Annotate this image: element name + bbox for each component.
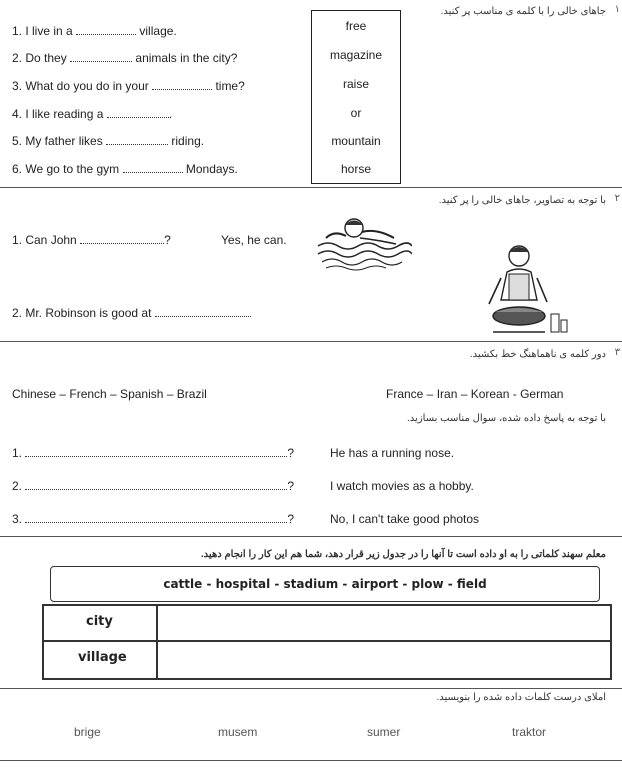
make-question-3: 3. ? <box>12 512 295 526</box>
answer-blank[interactable] <box>76 25 136 35</box>
answer-blank[interactable] <box>152 80 212 90</box>
section6-title: املای درست کلمات داده شده را بنویسید. <box>436 692 606 703</box>
section4-title: با توجه به پاسخ داده شده، سوال مناسب بسازید. <box>407 413 606 424</box>
table-cell-village[interactable] <box>160 644 608 676</box>
table-cell-city[interactable] <box>160 608 608 638</box>
section-divider <box>0 341 622 342</box>
misspelled-word-3: sumer <box>367 725 401 739</box>
section2-answer-1: Yes, he can. <box>221 233 287 247</box>
page-bottom-line <box>0 760 622 761</box>
answer-blank[interactable] <box>25 480 287 490</box>
word-bank-words: cattle - hospital - stadium - airport - plow - field <box>163 577 487 591</box>
given-answer-3: No, I can't take good photos <box>330 512 480 526</box>
section2-title: با توجه به تصاویر، جاهای خالی را پر کنید. <box>438 195 606 206</box>
section3-title: دور کلمه ی ناهماهنگ خط بکشید. <box>469 349 606 360</box>
table-row-label-city: city <box>86 614 113 629</box>
misspelled-word-2: musem <box>218 725 258 739</box>
section-divider <box>0 187 622 188</box>
section3-number: ٣ <box>614 347 620 358</box>
word-box <box>311 10 401 184</box>
question-1: 1. I live in a village. <box>12 24 177 38</box>
section1-number: ١ <box>614 4 620 15</box>
section5-title: معلم سهند کلماتی را به او داده است تا آنها را در جدول زیر قرار دهد، شما هم این کار را انجام دهید. <box>200 549 606 560</box>
question-3: 3. What do you do in your time? <box>12 79 245 93</box>
section1-title: جاهای خالی را با کلمه ی مناسب پر کنید. <box>440 6 606 17</box>
cooking-man-image <box>485 238 571 338</box>
answer-blank[interactable] <box>106 135 168 145</box>
word-box-item: horse <box>340 162 372 176</box>
word-group-right[interactable]: France – Iran – Korean - German <box>386 387 564 401</box>
swimming-boy-image <box>316 210 412 272</box>
answer-blank[interactable] <box>123 163 183 173</box>
word-bank-box <box>50 566 600 602</box>
table-column-divider <box>156 606 158 678</box>
section-divider <box>0 536 622 537</box>
answer-blank[interactable] <box>25 447 287 457</box>
table-row-divider <box>44 640 610 642</box>
answer-blank[interactable] <box>155 307 251 317</box>
answer-blank[interactable] <box>80 234 164 244</box>
word-box-item: raise <box>342 77 369 91</box>
word-box-item: magazine <box>329 48 383 62</box>
question-2: 2. Do they animals in the city? <box>12 51 238 65</box>
table-row-label-village: village <box>78 650 127 665</box>
misspelled-word-1: brige <box>74 725 101 739</box>
make-question-2: 2. ? <box>12 479 295 493</box>
answer-blank[interactable] <box>70 52 132 62</box>
question-4: 4. I like reading a . <box>12 107 173 121</box>
word-box-item: free <box>345 19 367 33</box>
given-answer-2: I watch movies as a hobby. <box>330 479 474 493</box>
section-divider <box>0 688 622 689</box>
misspelled-word-4: traktor <box>512 725 547 739</box>
make-question-1: 1. ? <box>12 446 295 460</box>
question-6: 6. We go to the gym Mondays. <box>12 162 238 176</box>
section2-question-2: 2. Mr. Robinson is good at <box>12 306 251 320</box>
question-5: 5. My father likes riding. <box>12 134 205 148</box>
given-answer-1: He has a running nose. <box>330 446 455 460</box>
word-box-item: mountain <box>331 134 381 148</box>
answer-blank[interactable] <box>107 108 169 118</box>
section2-question-1: 1. Can John ? <box>12 233 171 247</box>
answer-blank[interactable] <box>25 513 287 523</box>
category-table <box>42 604 612 680</box>
word-group-left[interactable]: Chinese – French – Spanish – Brazil <box>12 387 207 401</box>
word-box-item: or <box>350 106 362 120</box>
section2-number: ٢ <box>614 193 620 204</box>
